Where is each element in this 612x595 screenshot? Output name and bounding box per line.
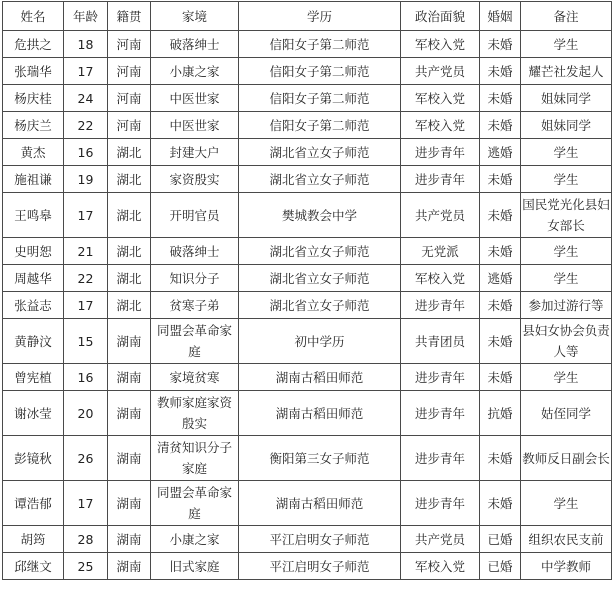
- cell-education: 衡阳第三女子师范: [239, 436, 401, 481]
- cell-education: 初中学历: [239, 319, 401, 364]
- cell-age: 21: [64, 238, 108, 265]
- cell-political-status: 进步青年: [401, 391, 480, 436]
- cell-remarks: 姑侄同学: [521, 391, 612, 436]
- cell-age: 17: [64, 481, 108, 526]
- cell-marital-status: 未婚: [480, 166, 521, 193]
- cell-political-status: 进步青年: [401, 292, 480, 319]
- cell-family-background: 小康之家: [151, 526, 239, 553]
- table-row: [3, 85, 612, 112]
- cell-education: 樊城教会中学: [239, 193, 401, 238]
- cell-remarks: 县妇女协会负责人等: [521, 319, 612, 364]
- cell-name: 邱继文: [3, 553, 64, 580]
- cell-education: 湖北省立女子师范: [239, 166, 401, 193]
- cell-remarks: 国民党光化县妇女部长: [521, 193, 612, 238]
- cell-education: 信阳女子第二师范: [239, 31, 401, 58]
- cell-marital-status: 未婚: [480, 319, 521, 364]
- cell-political-status: 共产党员: [401, 526, 480, 553]
- table-row: [3, 112, 612, 139]
- cell-marital-status: 未婚: [480, 58, 521, 85]
- cell-family-background: 清贫知识分子家庭: [151, 436, 239, 481]
- cell-name: 施祖谦: [3, 166, 64, 193]
- cell-name: 胡筠: [3, 526, 64, 553]
- cell-political-status: 军校入党: [401, 85, 480, 112]
- header-political-status: 政治面貌: [401, 2, 480, 31]
- cell-hometown: 湖北: [108, 139, 151, 166]
- cell-name: 谭浩郁: [3, 481, 64, 526]
- cell-remarks: 参加过游行等: [521, 292, 612, 319]
- cell-education: 湖北省立女子师范: [239, 139, 401, 166]
- table-row: [3, 31, 612, 58]
- cell-marital-status: 未婚: [480, 292, 521, 319]
- cell-marital-status: 未婚: [480, 481, 521, 526]
- cell-family-background: 同盟会革命家庭: [151, 319, 239, 364]
- cell-name: 王鸣皋: [3, 193, 64, 238]
- cell-name: 张瑞华: [3, 58, 64, 85]
- cell-remarks: 学生: [521, 166, 612, 193]
- cell-education: 平江启明女子师范: [239, 553, 401, 580]
- cell-remarks: 姐妹同学: [521, 112, 612, 139]
- cell-remarks: 组织农民支前: [521, 526, 612, 553]
- cell-age: 18: [64, 31, 108, 58]
- cell-education: 湖北省立女子师范: [239, 238, 401, 265]
- cell-remarks: 学生: [521, 364, 612, 391]
- cell-education: 信阳女子第二师范: [239, 112, 401, 139]
- cell-marital-status: 逃婚: [480, 265, 521, 292]
- cell-name: 史明恕: [3, 238, 64, 265]
- table-row: [3, 238, 612, 265]
- cell-marital-status: 未婚: [480, 436, 521, 481]
- cell-name: 黄杰: [3, 139, 64, 166]
- cell-marital-status: 未婚: [480, 364, 521, 391]
- table-body: [3, 31, 612, 580]
- cell-hometown: 湖北: [108, 193, 151, 238]
- cell-political-status: 进步青年: [401, 166, 480, 193]
- cell-education: 信阳女子第二师范: [239, 85, 401, 112]
- cell-family-background: 中医世家: [151, 112, 239, 139]
- cell-marital-status: 未婚: [480, 193, 521, 238]
- cell-remarks: 耀芒社发起人: [521, 58, 612, 85]
- table-row: [3, 553, 612, 580]
- cell-hometown: 湖南: [108, 391, 151, 436]
- cell-family-background: 教师家庭家资殷实: [151, 391, 239, 436]
- cell-age: 28: [64, 526, 108, 553]
- header-education: 学历: [239, 2, 401, 31]
- cell-name: 杨庆桂: [3, 85, 64, 112]
- cell-marital-status: 未婚: [480, 85, 521, 112]
- cell-political-status: 共产党员: [401, 58, 480, 85]
- cell-education: 信阳女子第二师范: [239, 58, 401, 85]
- cell-family-background: 同盟会革命家庭: [151, 481, 239, 526]
- table-row: [3, 58, 612, 85]
- table-row: [3, 526, 612, 553]
- cell-political-status: 进步青年: [401, 481, 480, 526]
- cell-family-background: 破落绅士: [151, 238, 239, 265]
- table-header: [3, 2, 612, 31]
- cell-hometown: 湖南: [108, 481, 151, 526]
- cell-hometown: 河南: [108, 112, 151, 139]
- table-row: [3, 391, 612, 436]
- cell-name: 张益志: [3, 292, 64, 319]
- cell-remarks: 中学教师: [521, 553, 612, 580]
- cell-name: 周越华: [3, 265, 64, 292]
- cell-age: 22: [64, 265, 108, 292]
- cell-remarks: 学生: [521, 265, 612, 292]
- table-row: [3, 265, 612, 292]
- cell-education: 湖南古稻田师范: [239, 391, 401, 436]
- cell-hometown: 湖北: [108, 265, 151, 292]
- cell-political-status: 进步青年: [401, 364, 480, 391]
- cell-political-status: 军校入党: [401, 265, 480, 292]
- table-row: [3, 193, 612, 238]
- cell-age: 17: [64, 193, 108, 238]
- cell-hometown: 湖南: [108, 526, 151, 553]
- cell-hometown: 河南: [108, 31, 151, 58]
- cell-marital-status: 未婚: [480, 31, 521, 58]
- cell-age: 16: [64, 364, 108, 391]
- cell-name: 曾宪植: [3, 364, 64, 391]
- header-name: 姓名: [3, 2, 64, 31]
- cell-age: 17: [64, 58, 108, 85]
- table-row: [3, 364, 612, 391]
- cell-name: 杨庆兰: [3, 112, 64, 139]
- cell-political-status: 进步青年: [401, 436, 480, 481]
- cell-education: 湖北省立女子师范: [239, 265, 401, 292]
- header-remarks: 备注: [521, 2, 612, 31]
- cell-political-status: 军校入党: [401, 31, 480, 58]
- cell-marital-status: 未婚: [480, 238, 521, 265]
- cell-marital-status: 未婚: [480, 112, 521, 139]
- cell-age: 16: [64, 139, 108, 166]
- cell-age: 15: [64, 319, 108, 364]
- cell-age: 17: [64, 292, 108, 319]
- cell-marital-status: 已婚: [480, 553, 521, 580]
- table-row: [3, 139, 612, 166]
- cell-marital-status: 抗婚: [480, 391, 521, 436]
- cell-political-status: 进步青年: [401, 139, 480, 166]
- cell-remarks: 学生: [521, 238, 612, 265]
- cell-family-background: 开明官员: [151, 193, 239, 238]
- cell-age: 19: [64, 166, 108, 193]
- cell-age: 24: [64, 85, 108, 112]
- header-age: 年龄: [64, 2, 108, 31]
- table-row: [3, 481, 612, 526]
- cell-family-background: 家境贫寒: [151, 364, 239, 391]
- cell-hometown: 湖北: [108, 292, 151, 319]
- cell-family-background: 封建大户: [151, 139, 239, 166]
- cell-name: 谢冰莹: [3, 391, 64, 436]
- cell-family-background: 知识分子: [151, 265, 239, 292]
- cell-education: 平江启明女子师范: [239, 526, 401, 553]
- cell-remarks: 学生: [521, 481, 612, 526]
- cell-political-status: 无党派: [401, 238, 480, 265]
- cell-family-background: 破落绅士: [151, 31, 239, 58]
- cell-hometown: 河南: [108, 85, 151, 112]
- member-table: [2, 1, 612, 580]
- cell-age: 25: [64, 553, 108, 580]
- cell-name: 彭镜秋: [3, 436, 64, 481]
- cell-hometown: 河南: [108, 58, 151, 85]
- cell-education: 湖北省立女子师范: [239, 292, 401, 319]
- cell-family-background: 小康之家: [151, 58, 239, 85]
- cell-family-background: 贫寒子弟: [151, 292, 239, 319]
- cell-family-background: 旧式家庭: [151, 553, 239, 580]
- header-marital-status: 婚姻: [480, 2, 521, 31]
- cell-remarks: 姐妹同学: [521, 85, 612, 112]
- table-row: [3, 436, 612, 481]
- cell-remarks: 学生: [521, 31, 612, 58]
- cell-name: 黄静汶: [3, 319, 64, 364]
- cell-political-status: 共青团员: [401, 319, 480, 364]
- cell-family-background: 家资殷实: [151, 166, 239, 193]
- cell-political-status: 共产党员: [401, 193, 480, 238]
- cell-education: 湖南古稻田师范: [239, 364, 401, 391]
- cell-hometown: 湖南: [108, 436, 151, 481]
- cell-political-status: 军校入党: [401, 112, 480, 139]
- cell-hometown: 湖北: [108, 238, 151, 265]
- header-family-background: 家境: [151, 2, 239, 31]
- cell-age: 22: [64, 112, 108, 139]
- cell-education: 湖南古稻田师范: [239, 481, 401, 526]
- cell-name: 危拱之: [3, 31, 64, 58]
- cell-hometown: 湖南: [108, 319, 151, 364]
- cell-hometown: 湖南: [108, 364, 151, 391]
- table-row: [3, 292, 612, 319]
- cell-remarks: 学生: [521, 139, 612, 166]
- cell-hometown: 湖南: [108, 553, 151, 580]
- table-row: [3, 319, 612, 364]
- cell-age: 20: [64, 391, 108, 436]
- cell-marital-status: 已婚: [480, 526, 521, 553]
- cell-marital-status: 逃婚: [480, 139, 521, 166]
- header-hometown: 籍贯: [108, 2, 151, 31]
- cell-family-background: 中医世家: [151, 85, 239, 112]
- cell-political-status: 军校入党: [401, 553, 480, 580]
- table-row: [3, 166, 612, 193]
- cell-hometown: 湖北: [108, 166, 151, 193]
- cell-remarks: 教师反日副会长: [521, 436, 612, 481]
- cell-age: 26: [64, 436, 108, 481]
